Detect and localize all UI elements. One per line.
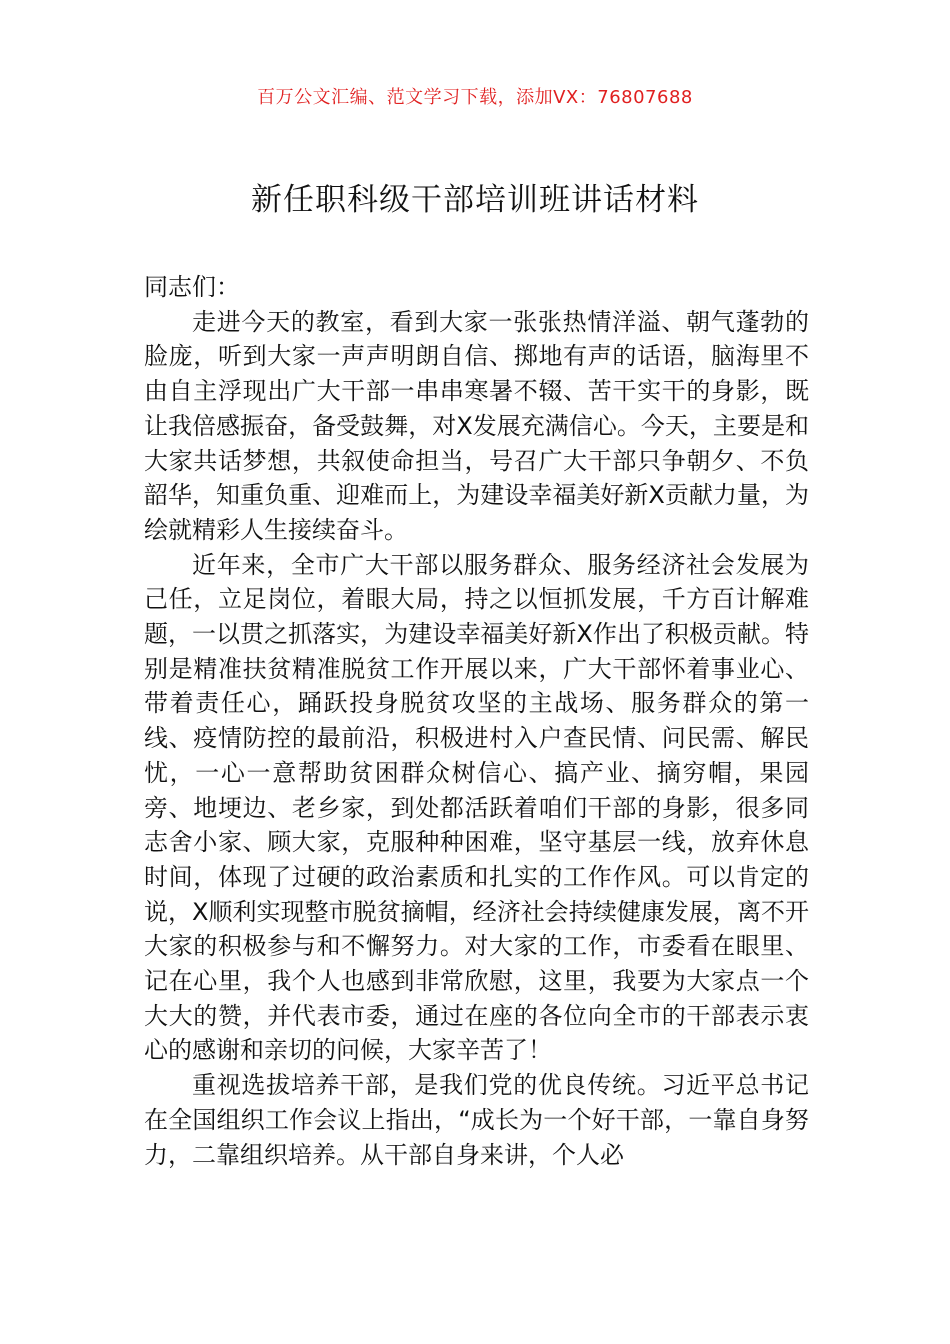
- document-body: [144, 270, 809, 1172]
- document-title: 新任职科级干部培训班讲话材料: [251, 182, 699, 218]
- paragraph-3: 重视选拔培养干部，是我们党的优良传统。习近平总书记在全国组织工作会议上指出，“成长为一个好干部，一靠自身努力，二靠组织培养。从干部自身来讲，个人必: [144, 1071, 809, 1169]
- salutation: 同志们：: [144, 273, 240, 301]
- paragraph-1: 走进今天的教室，看到大家一张张热情洋溢、朝气蓬勃的脸庞，听到大家一声声明朗自信、掷地有声的话语，脑海里不由自主浮现出广大干部一串串寒暑不辍、苦干实干的身影，既让我倍感振奋，备受鼓舞，对X发展充满信心。今天，主要是和大家共话梦想，共叙使命担当，号召广大干部只争朝夕、不负韶华，知重负重、迎难而上，为建设幸福美好新X贡献力量，为绘就精彩人生接续奋斗。: [144, 307, 809, 544]
- header-note: 百万公文汇编、范文学习下载，添加VX：76807688: [257, 87, 693, 108]
- paragraph-2: 近年来，全市广大干部以服务群众、服务经济社会发展为己任，立足岗位，着眼大局，持之以恒抓发展，千方百计解难题，一以贯之抓落实，为建设幸福美好新X作出了积极贡献。特别是精准扶贫精准脱贫工作开展以来，广大干部怀着事业心、带着责任心，踊跃投身脱贫攻坚的主战场、服务群众的第一线、疫情防控的最前沿，积极进村入户查民情、问民需、解民忧，一心一意帮助贫困群众树信心、搞产业、摘穷帽，果园旁、地埂边、老乡家，到处都活跃着咱们干部的身影，很多同志舍小家、顾大家，克服种种困难，坚守基层一线，放弃休息时间，体现了过硬的政治素质和扎实的工作作风。可以肯定的说，X顺利实现整市脱贫摘帽，经济社会持续健康发展，离不开大家的积极参与和不懈努力。对大家的工作，市委看在眼里、记在心里，我个人也感到非常欣慰，这里，我要为大家点一个大大的赞，并代表市委，通过在座的各位向全市的干部表示衷心的感谢和亲切的问候，大家辛苦了！: [144, 550, 809, 1065]
